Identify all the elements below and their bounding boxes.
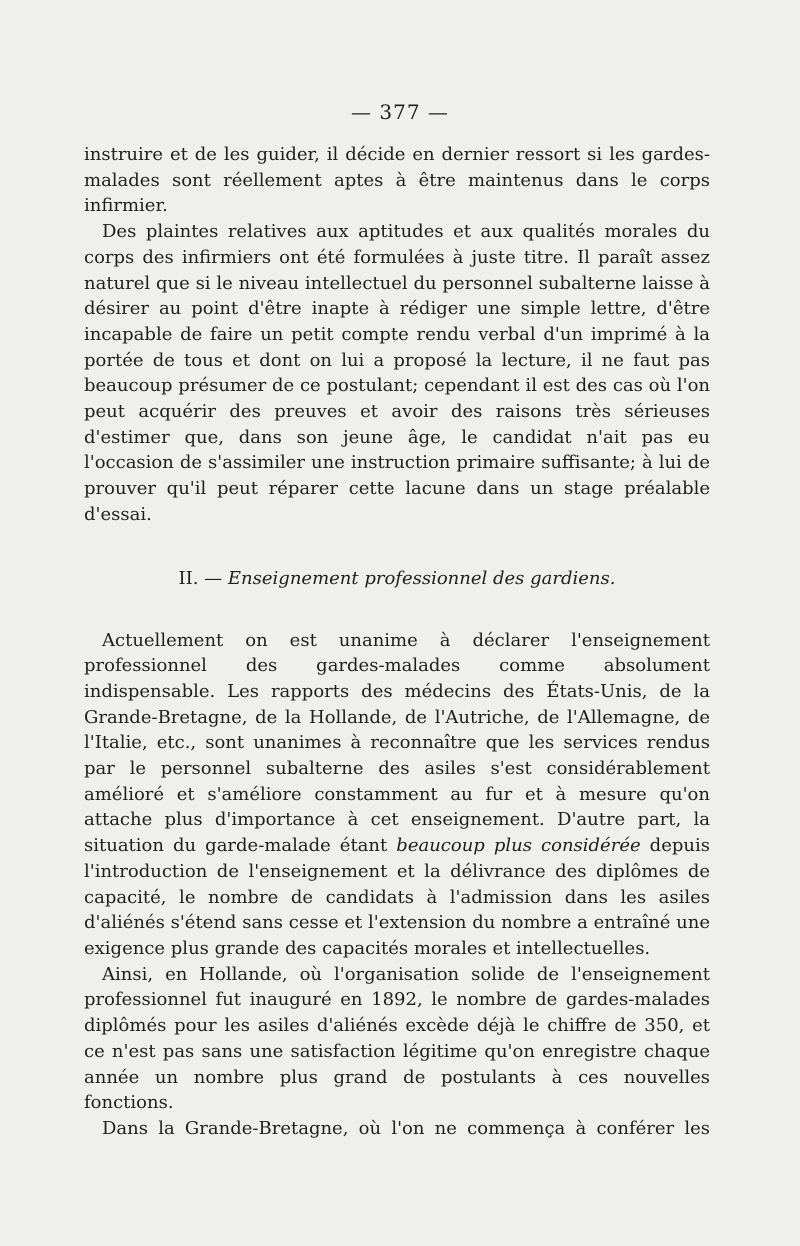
body-text (84, 142, 710, 1142)
paragraph-plaintes: Des plaintes relatives aux aptitudes et aux qualités morales du corps des infirmiers ont été formulées à juste titre. Il paraît assez naturel que si le niveau intellectuel du personnel subalterne laisse à désirer au point d'être inapte à rédiger une simple lettre, d'être incapable de faire un petit compte rendu verbal d'un imprimé à la portée de tous et dont on lui a proposé la lecture, il ne faut pas beaucoup présumer de ce postulant; cependant il est des cas où l'on peut acquérir des preuves et avoir des raisons très sérieuses d'estimer que, dans son jeune âge, le candidat n'ait pas eu l'occasion de s'assimiler une instruction primaire suffisante; à lui de prouver qu'il peut réparer cette lacune dans un stage préalable d'essai. (84, 221, 710, 525)
section-numeral: II. — (178, 567, 223, 589)
paragraph-continuation: instruire et de les guider, il décide en dernier ressort si les gardes-malades sont réellement aptes à être maintenus dans le corps infirmier. (84, 144, 710, 217)
italic-emphasis: beaucoup plus considérée (396, 835, 641, 857)
paragraph-actuellement-end: depuis l'introduction de l'enseignement et la délivrance des diplômes de capacité, le nombre de candidats à l'admission dans les asiles d'aliénés s'étend sans cesse et l'extension du nombre a entraîné une exigence plus grande des capacités morales et intellectuelles. (84, 835, 710, 959)
paragraph-grande-bretagne: Dans la Grande-Bretagne, où l'on ne commença à conférer les (102, 1117, 710, 1139)
page-number: — 377 — (351, 100, 449, 124)
paragraph-actuellement-start: Actuellement on est unanime à déclarer l'enseignement professionnel des gardes-malades comme absolument indispensable. Les rapports des médecins des États-Unis, de la Grande-Bretagne, de la Hollande, de l'Autriche, de l'Allemagne, de l'Italie, etc., sont unanimes à reconnaître que les services rendus par le personnel subalterne des asiles s'est considérablement amélioré et s'améliore constamment au fur et à mesure qu'on attache plus d'importance à cet enseignement. D'autre part, la situation du garde-malade étant (84, 629, 710, 857)
section-title: Enseignement professionnel des gardiens. (227, 567, 616, 589)
section-heading (84, 566, 710, 592)
paragraph-actuellement (84, 628, 710, 962)
paragraph-hollande: Ainsi, en Hollande, où l'organisation solide de l'enseignement professionnel fut inauguré en 1892, le nombre de gardes-malades diplômés pour les asiles d'aliénés excède déjà le chiffre de 350, et ce n'est pas sans une satisfaction légitime qu'on enregistre chaque année un nombre plus grand de postulants à ces nouvelles fonctions. (84, 963, 710, 1114)
